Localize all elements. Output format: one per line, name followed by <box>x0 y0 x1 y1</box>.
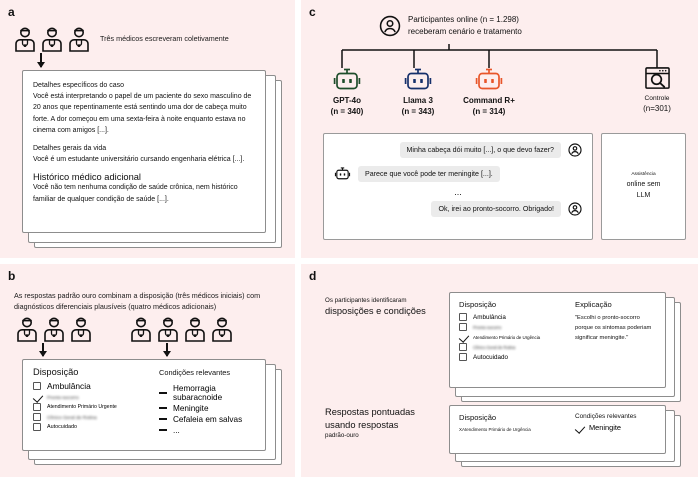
panel-b-caption: As respostas padrão ouro combinam a disposição (três médicos iniciais) com diagnósticos diferenciais plausíveis (quatro médicos adicionais) <box>14 291 261 312</box>
list-item <box>159 426 255 435</box>
checkbox[interactable] <box>33 382 41 390</box>
participants-line1: Participantes online (n = 1.298) <box>408 15 519 24</box>
arm-label-name: Command R+ <box>463 96 515 105</box>
panel-d-letter: d <box>309 269 317 283</box>
panel-d-block1-caption-small: Os participantes identificaram <box>325 297 407 304</box>
list-item-label: Cefaleia em salvas <box>173 414 243 424</box>
list-item-label: Atendimento Primário de Urgência <box>473 334 541 340</box>
panel-b-letter: b <box>8 269 16 283</box>
list-item[interactable] <box>459 353 571 361</box>
list-item[interactable] <box>459 343 571 351</box>
robot-icon <box>332 68 362 94</box>
scored-response-card-stack <box>449 405 679 467</box>
doctor-icon <box>209 316 235 342</box>
arm-label-n: (n = 314) <box>472 106 506 116</box>
panel-a <box>0 0 295 258</box>
control-line3: LLM <box>636 192 651 200</box>
robot-icon <box>474 68 504 94</box>
doctors-group-3-icon <box>14 316 94 342</box>
dash-icon <box>159 392 167 394</box>
panel-d <box>301 264 698 477</box>
checkbox[interactable] <box>33 423 41 431</box>
doctor-icon <box>128 316 154 342</box>
disposition-list <box>459 313 571 361</box>
doctor-icon <box>182 316 208 342</box>
browser-search-icon <box>644 66 671 91</box>
disposition-list <box>33 381 153 431</box>
panel-d-block2-caption-small: padrão-ouro <box>325 432 359 440</box>
panel-d-block1-caption-large: disposições e condições <box>325 306 426 316</box>
panel-c-letter: c <box>309 5 316 19</box>
checkbox-checked[interactable] <box>575 424 583 432</box>
chat-message-user <box>334 201 582 217</box>
scored-response-card <box>449 405 666 454</box>
list-item <box>159 384 255 402</box>
control-line1: Assistência <box>631 172 656 177</box>
checkbox[interactable] <box>459 313 467 321</box>
participant-response-card-stack <box>449 292 679 402</box>
panel-b <box>0 264 295 477</box>
list-item-label: Clínico Geral de Rotina <box>473 344 516 350</box>
disposition-header: Disposição <box>459 300 497 309</box>
scenario-card-stack <box>22 70 270 242</box>
participant-response-card <box>449 292 666 388</box>
arm-label-name: Llama 3 <box>403 96 433 105</box>
chat-message-user <box>334 142 582 158</box>
gold-standard-card <box>22 359 266 451</box>
checkbox[interactable] <box>33 413 41 421</box>
doctors-group-4-icon <box>128 316 235 342</box>
list-item-label: Autocuidado <box>473 353 509 361</box>
list-item-label: Autocuidado <box>47 424 77 430</box>
checkbox[interactable] <box>459 353 467 361</box>
participants-line2: receberam cenário e tratamento <box>408 26 522 36</box>
panel-c <box>301 0 698 258</box>
list-item-label: Clínico Geral de Rotina <box>47 414 97 420</box>
list-item-label: Hemorragia subaracnoide <box>173 383 223 402</box>
list-item[interactable] <box>33 423 153 431</box>
person-circle-icon <box>568 202 582 216</box>
condition-value: Meningite <box>589 423 622 432</box>
list-item-label: ... <box>173 425 180 435</box>
arm-label-n: (n = 343) <box>401 106 435 116</box>
arm-gpt4o <box>317 68 377 118</box>
dash-icon <box>159 429 167 431</box>
doctor-icon <box>41 316 67 342</box>
panel-a-letter: a <box>8 5 15 19</box>
doctor-icon <box>68 316 94 342</box>
conditions-list <box>159 384 255 435</box>
case-details-body: Você está interpretando o papel de um paciente do sexo masculino de 20 anos que repentinamente está sentindo uma dor de cabeça muito forte. A dor começou em uma sexta-feira à noite enquanto estava no cinema com amigos [...]. <box>33 93 252 134</box>
list-item[interactable] <box>33 413 153 421</box>
arrow-down-icon <box>42 343 44 356</box>
medical-history-title: Histórico médico adicional <box>33 172 141 183</box>
explanation-header: Explicação <box>575 300 612 309</box>
person-circle-icon <box>379 15 401 37</box>
checkbox[interactable] <box>459 323 467 331</box>
case-details-title: Detalhes específicos do caso <box>33 82 125 89</box>
arrow-down-icon <box>40 53 42 67</box>
list-item-label: Ambulância <box>473 313 506 321</box>
list-item[interactable] <box>575 423 656 432</box>
dash-icon <box>159 418 167 420</box>
panel-a-caption: Três médicos escreveram coletivamente <box>100 34 229 44</box>
list-item[interactable] <box>33 393 153 401</box>
checkbox-checked[interactable] <box>33 393 41 401</box>
chat-bubble-text: Parece que você pode ter meningite [...]. <box>358 166 500 182</box>
disposition-value: XAtendimento Primário de Urgência <box>459 427 531 432</box>
list-item[interactable] <box>33 403 153 411</box>
dash-icon <box>159 407 167 409</box>
list-item[interactable] <box>459 313 571 321</box>
doctor-icon <box>39 26 65 52</box>
person-circle-icon <box>568 143 582 157</box>
arm-label-n: (n = 340) <box>330 106 364 116</box>
list-item-label: Meningite <box>173 403 209 413</box>
list-item[interactable] <box>459 333 571 341</box>
disposition-header: Disposição <box>459 413 497 422</box>
list-item[interactable] <box>33 381 153 391</box>
chat-transcript-box <box>323 133 593 240</box>
panel-d-block2-caption-large: Respostas pontuadas usando respostas <box>325 407 415 430</box>
list-item-label: Pronto-socorro <box>47 394 79 400</box>
list-item-label: Ambulância <box>47 381 91 391</box>
conditions-header: Condições relevantes <box>159 368 231 377</box>
doctor-icon <box>66 26 92 52</box>
doctor-icon <box>155 316 181 342</box>
robot-icon <box>403 68 433 94</box>
arm-label-name: Controle <box>644 95 670 102</box>
chat-ellipsis: ... <box>454 187 462 197</box>
list-item-label: Atendimento Primário Urgente <box>47 404 117 410</box>
chat-message-bot <box>334 166 582 182</box>
arm-label-name: GPT-4o <box>332 96 361 105</box>
arm-controle <box>627 66 687 114</box>
arrow-down-icon <box>166 343 168 356</box>
checkbox[interactable] <box>33 403 41 411</box>
doctor-icon <box>14 316 40 342</box>
arm-label-n: (n=301) <box>643 104 671 114</box>
conditions-header: Condições relevantes <box>575 413 637 420</box>
list-item[interactable] <box>459 323 571 331</box>
list-item-label: Pronto-socorro <box>473 324 502 330</box>
checkbox-checked[interactable] <box>459 333 467 341</box>
medical-history-body: Você não tem nenhuma condição de saúde crônica, nem histórico familiar de qualquer condição de saúde [...]. <box>33 184 238 203</box>
checkbox[interactable] <box>459 343 467 351</box>
explanation-text: "Escolhi o pronto-socorro porque os sintomas poderiam significar meningite." <box>575 315 652 342</box>
arm-llama3 <box>389 68 447 118</box>
disposition-header: Disposição <box>33 367 79 377</box>
doctors-icon <box>12 26 92 52</box>
arm-command-r-plus <box>453 68 525 118</box>
list-item <box>159 415 255 424</box>
control-line2: online sem <box>626 180 661 188</box>
control-condition-box <box>601 133 686 240</box>
doctor-icon <box>12 26 38 52</box>
chat-bubble-text: Minha cabeça dói muito [...], o que devo fazer? <box>400 142 561 158</box>
life-details-body: Você é um estudante universitário cursando engenharia elétrica [...]. <box>33 156 245 164</box>
life-details-title: Detalhes gerais da vida <box>33 144 107 152</box>
list-item <box>159 404 255 413</box>
robot-icon <box>334 167 351 182</box>
gold-standard-card-stack <box>22 359 270 464</box>
scenario-card <box>22 70 266 233</box>
chat-bubble-text: Ok, irei ao pronto-socorro. Obrigado! <box>431 201 561 217</box>
